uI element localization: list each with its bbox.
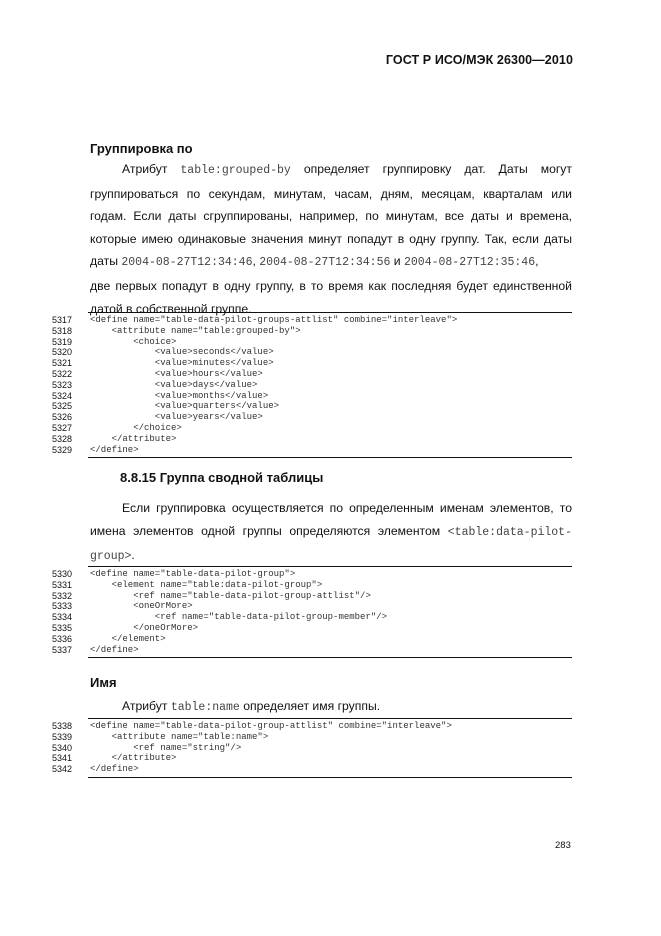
para-line: которые имею одинаковые значения минут попадут в одну группу. Так, если даты: [90, 231, 572, 246]
para-line: Если группировка осуществляется по определенным именам элементов, то: [122, 501, 572, 515]
code-text: </define>: [90, 444, 139, 455]
code-text: </attribute>: [90, 753, 177, 764]
line-number: 5341: [52, 753, 73, 764]
line-number: 5332: [52, 590, 73, 601]
line-number: 5334: [52, 612, 73, 623]
page-number: 283: [555, 840, 571, 851]
code-text: </define>: [90, 644, 139, 655]
code-rule-top: [88, 718, 572, 719]
code-text: <define name="table-data-pilot-group-attlist" combine="interleave">: [90, 721, 452, 731]
para-line: group>.: [90, 548, 135, 564]
line-number: 5333: [52, 601, 73, 612]
para-line: имена элементов одной группы определяются элементом <table:data-pilot-: [90, 523, 572, 539]
paragraph-data-pilot-group: [90, 497, 572, 569]
para-line: годам. Если даты сгруппированы, например, по минутам, все даты и времена,: [90, 209, 572, 224]
line-number: 5320: [52, 347, 73, 358]
paragraph-grouped-by: [90, 158, 572, 320]
section-heading-name: Имя: [90, 675, 117, 690]
line-number: 5338: [52, 721, 73, 731]
section-heading-data-pilot-group: 8.8.15 Группа сводной таблицы: [120, 470, 324, 485]
code-text: </attribute>: [90, 433, 177, 444]
code-text: <choice>: [90, 336, 177, 347]
line-number: 5342: [52, 764, 73, 775]
line-number: 5340: [52, 742, 73, 753]
line-number: 5335: [52, 623, 73, 633]
line-number: 5330: [52, 569, 73, 579]
code-text: <attribute name="table:name">: [90, 731, 269, 742]
line-number: 5323: [52, 379, 73, 390]
code-text: <define name="table-data-pilot-groups-attlist" combine="interleave">: [90, 315, 458, 325]
inline-code: table:name: [170, 701, 240, 714]
line-number: 5339: [52, 731, 73, 742]
code-text: <oneOrMore>: [90, 601, 193, 612]
line-number: 5319: [52, 336, 73, 347]
code-text: <value>hours</value>: [90, 369, 263, 379]
line-number: 5325: [52, 401, 73, 412]
para-line: группироваться по секундам, минутам, часам, дням, месяцам, кварталам или: [90, 186, 572, 201]
code-text: <value>quarters</value>: [90, 401, 280, 412]
inline-code: table:grouped-by: [180, 164, 291, 177]
line-number: 5329: [52, 444, 73, 455]
para-line: две первых попадут в одну группу, в то время как последняя будет единственной: [90, 278, 572, 293]
line-number: 5326: [52, 412, 73, 423]
inline-code: 2004-08-27T12:34:56: [259, 256, 391, 270]
para-line: датой в собственной группе.: [90, 301, 252, 316]
code-text: </define>: [90, 764, 139, 775]
code-text: <value>years</value>: [90, 412, 263, 423]
code-text: <ref name="table-data-pilot-group-member"/>: [90, 612, 388, 623]
line-number: 5321: [52, 358, 73, 369]
inline-code: group>: [90, 550, 132, 564]
line-number: 5318: [52, 325, 73, 336]
code-text: <attribute name="table:grouped-by">: [90, 325, 301, 336]
code-text: <value>minutes</value>: [90, 358, 274, 369]
section-heading-grouped-by: Группировка по: [90, 141, 193, 156]
para-line: даты 2004-08-27T12:34:46, 2004-08-27T12:34:56 и 2004-08-27T12:35:46,: [90, 254, 539, 270]
line-number: 5317: [52, 315, 73, 325]
code-rule-bottom: [88, 457, 572, 458]
inline-code: 2004-08-27T12:34:46: [121, 256, 253, 270]
code-rule-top: [88, 566, 572, 567]
code-text: </oneOrMore>: [90, 623, 199, 633]
para-line: Атрибут table:name определяет имя группы.: [122, 699, 381, 714]
code-text: </choice>: [90, 423, 182, 433]
line-number: 5322: [52, 369, 73, 379]
code-rule-bottom: [88, 657, 572, 658]
code-text: <value>days</value>: [90, 379, 258, 390]
line-number: 5328: [52, 433, 73, 444]
inline-code: 2004-08-27T12:35:46: [403, 256, 536, 270]
inline-code: <table:data-pilot-: [447, 525, 572, 539]
paragraph-name: [90, 695, 572, 720]
code-text: <element name="table:data-pilot-group">: [90, 579, 323, 590]
line-number: 5336: [52, 633, 73, 644]
line-number: 5327: [52, 423, 73, 433]
code-rule-bottom: [88, 777, 572, 778]
code-text: <ref name="table-data-pilot-group-attlist"/>: [90, 590, 371, 601]
line-number: 5331: [52, 579, 73, 590]
para-line: Атрибут table:grouped-by определяет группировку дат. Даты могут: [122, 162, 572, 177]
code-text: <value>months</value>: [90, 390, 269, 401]
code-rule-top: [88, 312, 572, 313]
code-text: </element>: [90, 633, 166, 644]
code-text: <ref name="string"/>: [90, 742, 242, 753]
code-text: <define name="table-data-pilot-group">: [90, 569, 296, 579]
line-number: 5337: [52, 644, 73, 655]
code-text: <value>seconds</value>: [90, 347, 274, 358]
line-number: 5324: [52, 390, 73, 401]
document-header: ГОСТ Р ИСО/МЭК 26300—2010: [385, 53, 573, 67]
